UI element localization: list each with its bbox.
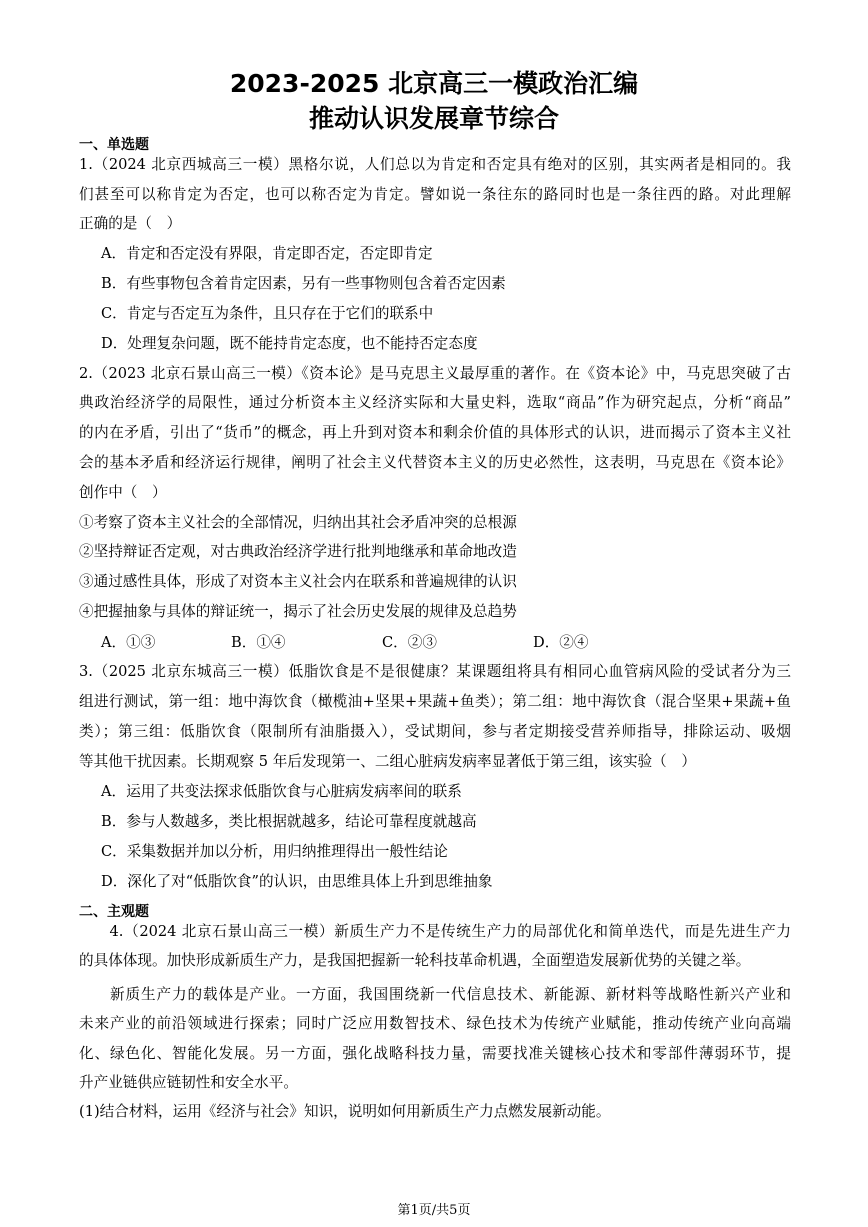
q3-stem-line: 类）；第三组：低脂饮食（限制所有油脂摄入），受试期间，参与者定期接受营养师指导，排除运动、吸烟 [79,723,791,740]
q3-option-a: A．运用了共变法探求低脂饮食与心脏病发病率间的联系 [101,783,462,800]
q4-subquestion-1: (1)结合材料，运用《经济与社会》知识，说明如何用新质生产力点燃发展新动能。 [79,1103,611,1120]
q2-statement-2: ②坚持辩证否定观，对古典政治经济学进行批判地继承和革命地改造 [79,543,517,560]
q2-stem-line: 典政治经济学的局限性，通过分析资本主义经济实际和大量史料，选取“商品”作为研究起点，分析“商品” [79,394,791,411]
q3-option-c: C．采集数据并加以分析，用归纳推理得出一般性结论 [101,843,448,860]
q1-option-d: D．处理复杂问题，既不能持肯定态度，也不能持否定态度 [101,335,478,352]
q4-material-line: 4.（2024 北京石景山高三一模）新质生产力不是传统生产力的局部优化和简单迭代，而是先进生产力 [79,923,791,940]
q2-stem-line: 会的基本矛盾和经济运行规律，阐明了社会主义代替资本主义的历史必然性，这表明，马克思在《资本论》 [79,454,791,471]
q2-choice-d: D．②④ [533,634,589,651]
document-subtitle: 推动认识发展章节综合 [308,104,559,133]
q2-choice-a: A．①③ [101,634,156,651]
q2-statement-1: ①考察了资本主义社会的全部情况，归纳出其社会矛盾冲突的总根源 [79,514,517,531]
q2-statement-4: ④把握抽象与具体的辩证统一，揭示了社会历史发展的规律及总趋势 [79,603,517,620]
section-heading-subjective: 二、主观题 [79,904,149,920]
q3-stem-line: 组进行测试，第一组：地中海饮食（橄榄油+坚果+果蔬+鱼类）；第二组：地中海饮食（混合坚果+果蔬+鱼 [79,693,791,710]
q2-choice-c: C．②③ [382,634,437,651]
q4-material-line: 化、绿色化、智能化发展。另一方面，强化战略科技力量，需要找准关键核心技术和零部件薄弱环节，提 [79,1045,791,1062]
q1-option-b: B．有些事物包含着肯定因素，另有一些事物则包含着否定因素 [101,275,506,292]
q4-material-line: 升产业链供应链韧性和安全水平。 [79,1074,298,1091]
q2-stem-line: 2.（2023 北京石景山高三一模）《资本论》是马克思主义最厚重的著作。在《资本论》中，马克思突破了古 [79,365,791,382]
q2-choice-b: B．①④ [231,634,286,651]
q4-material-line: 未来产业的前沿领域进行探索；同时广泛应用数智技术、绿色技术为传统产业赋能，推动传统产业向高端 [79,1015,791,1032]
q1-stem-line: 正确的是（ ） [79,215,182,232]
q4-material-line: 的具体体现。加快形成新质生产力，是我国把握新一轮科技革命机遇，全面塑造发展新优势的关键之举。 [79,952,751,969]
q1-stem-line: 1.（2024 北京西城高三一模）黑格尔说，人们总以为肯定和否定具有绝对的区别，其实两者是相同的。我 [79,156,791,173]
q3-stem-line: 3.（2025 北京东城高三一模）低脂饮食是不是很健康？某课题组将具有相同心血管病风险的受试者分为三 [79,663,791,680]
q2-statement-3: ③通过感性具体，形成了对资本主义社会内在联系和普遍规律的认识 [79,573,517,590]
q3-stem-line: 等其他干扰因素。长期观察 5 年后发现第一、二组心脏病发病率显著低于第三组，该实验（ ） [79,753,696,770]
section-heading-single-choice: 一、单选题 [79,137,149,153]
q4-material-line: 新质生产力的载体是产业。一方面，我国围绕新一代信息技术、新能源、新材料等战略性新兴产业和 [79,986,791,1003]
document-title: 2023-2025 北京高三一模政治汇编 [229,69,639,98]
q3-option-b: B．参与人数越多，类比根据就越多，结论可靠程度就越高 [101,813,477,830]
q1-option-c: C．肯定与否定互为条件，且只存在于它们的联系中 [101,305,434,322]
q3-option-d: D．深化了对“低脂饮食”的认识，由思维具体上升到思维抽象 [101,873,493,890]
q2-stem-line: 的内在矛盾，引出了“货币”的概念，再上升到对资本和剩余价值的具体形式的认识，进而揭示了资本主义社 [79,424,791,441]
q2-stem-line: 创作中（ ） [79,484,167,501]
page-number: 第1页/共5页 [397,1203,471,1218]
q1-option-a: A．肯定和否定没有界限，肯定即否定，否定即肯定 [101,245,433,262]
q1-stem-line: 们甚至可以称肯定为否定，也可以称否定为肯定。譬如说一条往东的路同时也是一条往西的路。对此理解 [79,186,791,203]
